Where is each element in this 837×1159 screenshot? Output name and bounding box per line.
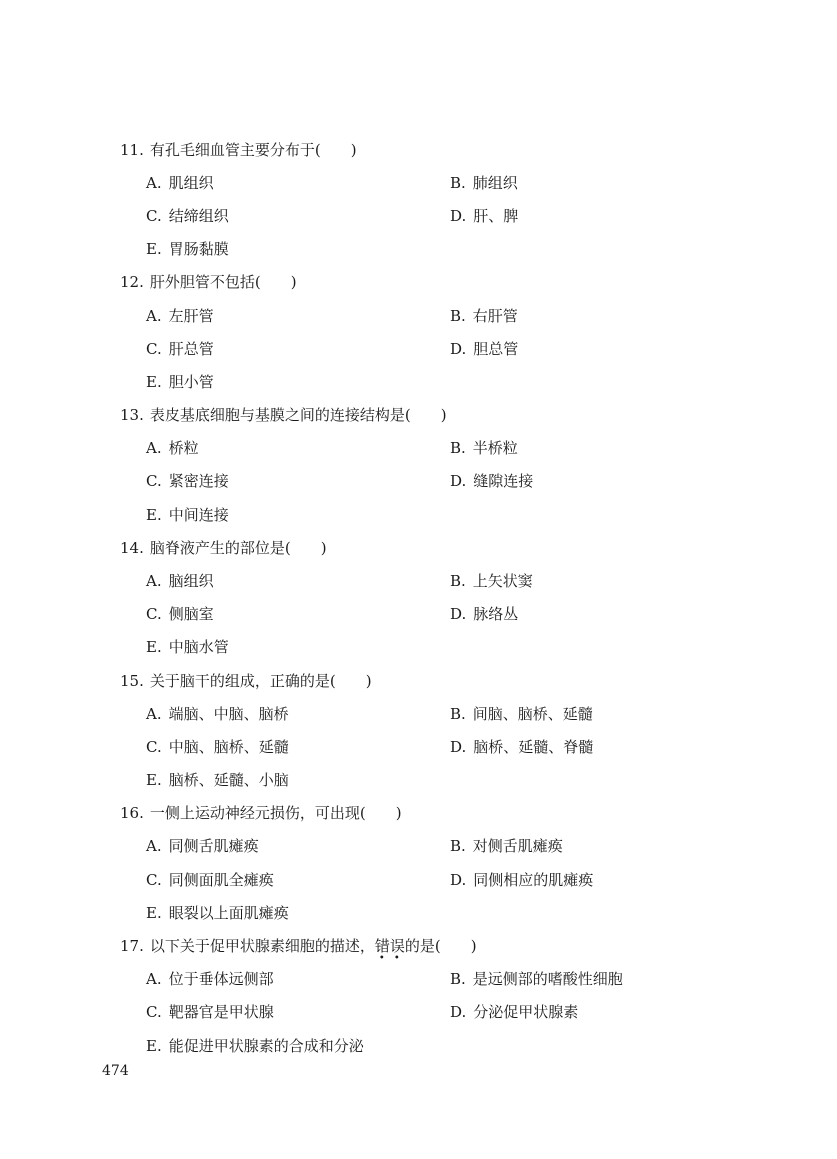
question-11-option-d bbox=[450, 206, 518, 226]
question-text-before: 以下关于促甲状腺素细胞的描述， bbox=[149, 937, 375, 955]
question-14-option-e bbox=[146, 637, 229, 657]
option-text: 结缔组织 bbox=[168, 207, 229, 225]
question-16-option-b bbox=[450, 836, 563, 856]
option-letter: B. bbox=[450, 970, 466, 988]
option-text: 端脑、中脑、脑桥 bbox=[168, 705, 289, 723]
option-text: 中脑、脑桥、延髓 bbox=[168, 738, 289, 756]
question-13-option-d bbox=[450, 471, 533, 491]
option-letter: A. bbox=[146, 970, 162, 988]
option-letter: D. bbox=[450, 207, 467, 225]
option-letter: A. bbox=[146, 837, 162, 855]
option-letter: C. bbox=[146, 871, 162, 889]
option-text: 能促进甲状腺素的合成和分泌 bbox=[168, 1037, 364, 1055]
option-letter: B. bbox=[450, 174, 466, 192]
option-letter: D. bbox=[450, 605, 467, 623]
question-12-option-d bbox=[450, 339, 518, 359]
question-17-option-c bbox=[146, 1002, 274, 1022]
option-text: 左肝管 bbox=[168, 307, 214, 325]
option-text: 脉络丛 bbox=[473, 605, 519, 623]
option-letter: A. bbox=[146, 439, 162, 457]
question-12-option-e bbox=[146, 372, 214, 392]
question-17-option-a bbox=[146, 969, 274, 989]
question-text: 肝外胆管不包括( ) bbox=[149, 273, 297, 291]
option-text: 肺组织 bbox=[472, 174, 518, 192]
option-text: 紧密连接 bbox=[168, 472, 229, 490]
question-11-option-b bbox=[450, 173, 518, 193]
option-letter: B. bbox=[450, 307, 466, 325]
question-16-option-e bbox=[146, 903, 289, 923]
option-text: 肌组织 bbox=[168, 174, 214, 192]
question-15-option-a bbox=[146, 704, 289, 724]
emphasis-dot-icon: • bbox=[393, 953, 400, 964]
option-letter: D. bbox=[450, 738, 467, 756]
option-text: 脑组织 bbox=[168, 572, 214, 590]
question-text: 脑脊液产生的部位是( ) bbox=[149, 539, 327, 557]
question-13-option-a bbox=[146, 438, 199, 458]
option-letter: A. bbox=[146, 174, 162, 192]
option-text: 中间连接 bbox=[168, 506, 229, 524]
question-number: 11. bbox=[120, 141, 144, 159]
option-letter: E. bbox=[146, 373, 162, 391]
option-letter: B. bbox=[450, 439, 466, 457]
option-letter: C. bbox=[146, 738, 162, 756]
option-text: 肝、脾 bbox=[473, 207, 519, 225]
option-letter: B. bbox=[450, 572, 466, 590]
option-text: 眼裂以上面肌瘫痪 bbox=[168, 904, 289, 922]
question-14-option-b bbox=[450, 571, 533, 591]
option-letter: E. bbox=[146, 904, 162, 922]
question-text: 表皮基底细胞与基膜之间的连接结构是( ) bbox=[149, 406, 447, 424]
question-16-option-d bbox=[450, 870, 593, 890]
option-text: 同侧面肌全瘫痪 bbox=[168, 871, 274, 889]
emphasized-text: 错误 bbox=[374, 937, 405, 955]
option-text: 胃肠黏膜 bbox=[168, 240, 229, 258]
question-11-option-a bbox=[146, 173, 214, 193]
question-number: 14. bbox=[120, 539, 144, 557]
option-text: 脑桥、延髓、小脑 bbox=[168, 771, 289, 789]
question-number: 12. bbox=[120, 273, 144, 291]
question-17-option-e bbox=[146, 1036, 364, 1056]
question-12-option-c bbox=[146, 339, 214, 359]
question-11-stem bbox=[120, 140, 680, 160]
option-text: 对侧舌肌瘫痪 bbox=[472, 837, 563, 855]
page-number: 474 bbox=[102, 1063, 129, 1079]
question-11-option-c bbox=[146, 206, 229, 226]
question-14-option-c bbox=[146, 604, 214, 624]
option-text: 胆小管 bbox=[168, 373, 214, 391]
option-text: 是远侧部的嗜酸性细胞 bbox=[472, 970, 623, 988]
option-letter: D. bbox=[450, 472, 467, 490]
option-letter: C. bbox=[146, 340, 162, 358]
option-text: 分泌促甲状腺素 bbox=[473, 1003, 579, 1021]
question-number: 13. bbox=[120, 406, 144, 424]
option-text: 半桥粒 bbox=[472, 439, 518, 457]
option-text: 侧脑室 bbox=[168, 605, 214, 623]
option-letter: C. bbox=[146, 605, 162, 623]
option-letter: E. bbox=[146, 638, 162, 656]
option-text: 胆总管 bbox=[473, 340, 519, 358]
question-number: 17. bbox=[120, 937, 144, 955]
option-letter: C. bbox=[146, 472, 162, 490]
question-13-option-b bbox=[450, 438, 518, 458]
option-letter: A. bbox=[146, 572, 162, 590]
option-letter: E. bbox=[146, 771, 162, 789]
question-14-option-d bbox=[450, 604, 518, 624]
question-14-option-a bbox=[146, 571, 214, 591]
option-text: 同侧相应的肌瘫痪 bbox=[473, 871, 594, 889]
option-letter: B. bbox=[450, 705, 466, 723]
question-12-option-a bbox=[146, 306, 214, 326]
option-letter: E. bbox=[146, 1037, 162, 1055]
question-16-option-a bbox=[146, 836, 259, 856]
question-16-option-c bbox=[146, 870, 274, 890]
emphasis-dot-icon: • bbox=[378, 953, 385, 964]
question-15-option-c bbox=[146, 737, 289, 757]
option-text: 靶器官是甲状腺 bbox=[168, 1003, 274, 1021]
option-letter: C. bbox=[146, 1003, 162, 1021]
option-text: 中脑水管 bbox=[168, 638, 229, 656]
option-text: 脑桥、延髓、脊髓 bbox=[473, 738, 594, 756]
option-letter: C. bbox=[146, 207, 162, 225]
option-letter: A. bbox=[146, 705, 162, 723]
option-text: 位于垂体远侧部 bbox=[168, 970, 274, 988]
question-13-option-c bbox=[146, 471, 229, 491]
question-12-option-b bbox=[450, 306, 518, 326]
option-text: 上矢状窦 bbox=[472, 572, 533, 590]
question-14-stem bbox=[120, 538, 680, 558]
question-text: 一侧上运动神经元损伤，可出现( ) bbox=[149, 804, 402, 822]
option-letter: E. bbox=[146, 240, 162, 258]
question-13-option-e bbox=[146, 505, 229, 525]
question-17-option-d bbox=[450, 1002, 578, 1022]
option-letter: D. bbox=[450, 340, 467, 358]
option-text: 桥粒 bbox=[168, 439, 199, 457]
option-text: 同侧舌肌瘫痪 bbox=[168, 837, 259, 855]
question-17-stem bbox=[120, 936, 680, 964]
question-number: 16. bbox=[120, 804, 144, 822]
option-letter: D. bbox=[450, 1003, 467, 1021]
option-letter: D. bbox=[450, 871, 467, 889]
option-text: 间脑、脑桥、延髓 bbox=[472, 705, 593, 723]
question-15-option-e bbox=[146, 770, 289, 790]
emphasized-word bbox=[374, 937, 405, 964]
option-letter: A. bbox=[146, 307, 162, 325]
question-11-option-e bbox=[146, 239, 229, 259]
question-13-stem bbox=[120, 405, 680, 425]
question-16-stem bbox=[120, 803, 680, 823]
question-15-option-b bbox=[450, 704, 593, 724]
question-text: 关于脑干的组成，正确的是( ) bbox=[149, 672, 372, 690]
question-15-stem bbox=[120, 671, 680, 691]
option-text: 缝隙连接 bbox=[473, 472, 534, 490]
option-text: 肝总管 bbox=[168, 340, 214, 358]
question-17-option-b bbox=[450, 969, 623, 989]
option-letter: E. bbox=[146, 506, 162, 524]
question-number: 15. bbox=[120, 672, 144, 690]
option-letter: B. bbox=[450, 837, 466, 855]
question-12-stem bbox=[120, 272, 680, 292]
option-text: 右肝管 bbox=[472, 307, 518, 325]
question-15-option-d bbox=[450, 737, 593, 757]
question-text-after: 的是( ) bbox=[404, 937, 477, 955]
question-text: 有孔毛细血管主要分布于( ) bbox=[149, 141, 357, 159]
